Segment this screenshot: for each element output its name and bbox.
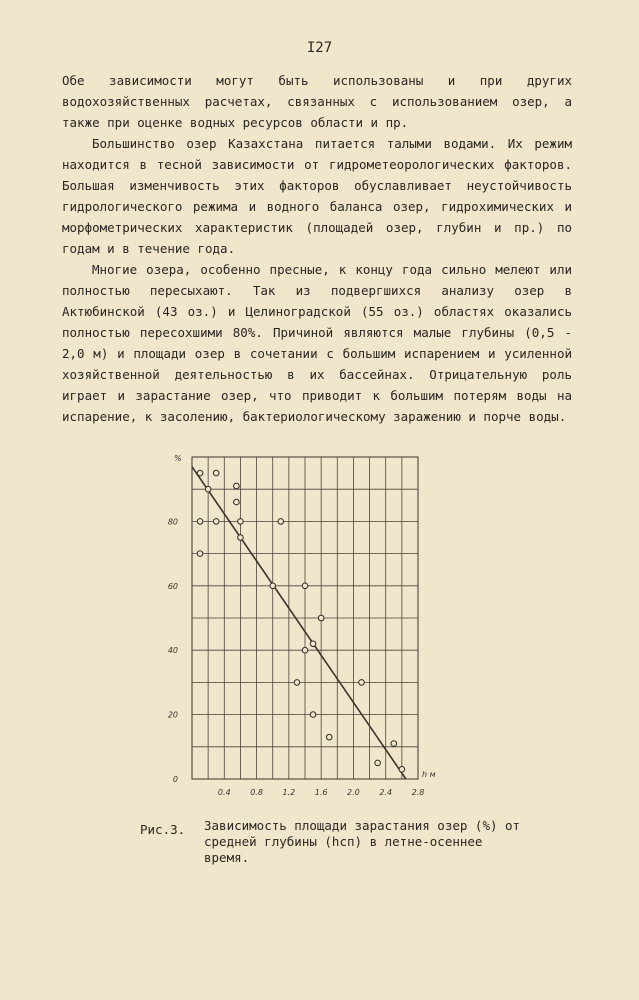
x-tick-label: 1.2 (282, 788, 296, 797)
data-point (213, 519, 219, 525)
data-point (205, 486, 211, 492)
data-point (310, 712, 316, 718)
data-point (238, 535, 244, 541)
y-tick-label: 60 (167, 581, 178, 591)
data-point (213, 470, 219, 476)
data-point (302, 647, 308, 653)
x-tick-label: 2.8 (411, 788, 425, 797)
data-point (294, 680, 300, 686)
x-axis-label: h м (422, 770, 436, 779)
y-axis-label: % (174, 454, 182, 463)
data-point (375, 760, 381, 766)
data-point (238, 519, 244, 525)
y-tick-label: 0 (172, 775, 178, 784)
data-point (234, 499, 240, 505)
y-tick-label: 80 (167, 517, 178, 527)
data-point (391, 741, 397, 747)
data-point (197, 470, 203, 476)
caption-text: Зависимость площади зарастания озер (%) от средней глубины (hсп) в летне-осеннее время. (204, 818, 521, 865)
x-tick-label: 2.0 (347, 788, 360, 797)
data-point (359, 680, 365, 686)
data-point (326, 734, 332, 740)
caption-label: Рис.3. (140, 822, 186, 837)
paragraph-1: Обе зависимости могут быть использованы и при других водохозяйственных расчетах, связанных с использованием озер, а также при оценке водных ресурсов области и пр. (62, 73, 572, 130)
data-point (197, 519, 203, 525)
x-tick-label: 1.6 (314, 788, 328, 797)
data-point (270, 583, 276, 589)
paragraph-3: Многие озера, особенно пресные, к концу года сильно мелеют или полностью пересыхают. Так из подвергшихся анализу озер в Актюбинской (43 оз.) и Целиноградской (55 оз.) областях оказались полностью пересохшими 80%. Причиной являются малые глубины (0,5 - 2,0 м) и площади озер в сочетании с большим испарением и усиленной хозяйственной деятельностью в их бассейнах. Отрицательную роль играет и зарастание озер, что приводит к большим потерям воды на испарение, к засолению, бактериологическому заражению и порче воды. (62, 262, 572, 424)
y-tick-label: 20 (167, 710, 178, 720)
x-tick-label: 2.4 (379, 788, 393, 797)
data-point (399, 767, 405, 773)
data-point (310, 641, 316, 647)
paragraph-2: Большинство озер Казахстана питается талыми водами. Их режим находится в тесной зависимости от гидрометеорологических факторов. Большая изменчивость этих факторов обуславливает неустойчивость гидрологического режима и водного баланса озер, гидрохимических и морфометрических характеристик (площадей озер, глубин и пр.) по годам и в течение года. (62, 136, 572, 256)
y-tick-label: 40 (167, 646, 178, 656)
x-tick-label: 0.4 (217, 788, 231, 797)
x-tick-label: 0.8 (250, 788, 263, 797)
page-number: I27 (306, 40, 333, 56)
data-point (234, 483, 240, 489)
figure-3-chart (160, 445, 460, 805)
data-point (302, 583, 308, 589)
data-point (318, 615, 324, 621)
data-point (278, 519, 284, 525)
data-point (197, 551, 203, 557)
